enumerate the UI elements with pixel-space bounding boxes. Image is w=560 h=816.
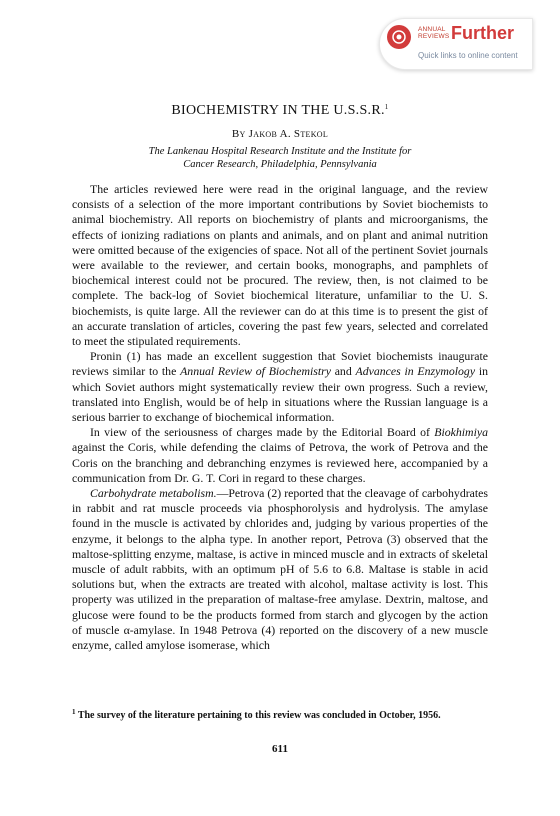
annual-reviews-logo-icon (387, 25, 411, 49)
badge-title[interactable]: Further (451, 23, 514, 43)
journal-title-annual-review: Annual Review of Biochemistry (180, 364, 331, 379)
article-author: By Jakob A. Stekol (231, 128, 329, 140)
journal-title-advances: Advances in Enzymology (355, 364, 476, 379)
badge-subtitle[interactable]: Quick links to online content (418, 51, 518, 60)
paragraph-4-text: —Petrova (2) reported that the cleavage of carbohydrates in rabbit and rat muscle proceeds via phosphorolysis and hydrolysis. The amylase found in the muscle is activated by chlorides and, judging by various properties of the enzyme, it belongs to the alpha type. In another report, Petrova (3) observed that the maltose-splitting enzyme, maltase, is active in minced muscle and in extracts of skeletal muscle of adult rabbits, with an optimum pH of 5.6 to 6.8. Maltase is stable in acid solutions but, when the extracts are treated with alcohol, maltase activity is lost. This property was utilized in the preparation of maltase-free amylase. Dextrin, maltose, and glucose were found to be the products formed from starch and glycogen by the action of muscle α-amylase. In 1948 Petrova (4) reported on the discovery of a new muscle enzyme, called amylose isomerase, which (72, 486, 488, 653)
paragraph-2-text-b: and (330, 364, 356, 379)
journal-title-biokhimiya: Biokhimiya (434, 425, 488, 440)
affiliation-line-2: Cancer Research, Philadelphia, Pennsylvania (183, 159, 377, 170)
paragraph-3 (72, 425, 488, 486)
section-heading-carbohydrate: Carbohydrate metabolism. (90, 486, 217, 501)
page-number: 611 (272, 743, 288, 755)
badge-brand-line1: ANNUAL (418, 26, 446, 33)
paragraph-1: The articles reviewed here were read in the original language, and the review consists of a selection of the more important contributions by Soviet biochemists to animal biochemistry. All reports on biochemistry of plants and microorganisms, the effects of ionizing radiations on plants and animals, and on plant and animal nutrition were omitted because of the exigencies of space. Not all of the pertinent Soviet journals were available to the reviewer, and certain books, monographs, and pamphlets of biochemical interest could not be procured. The review, then, is not claimed to be complete. The back-log of Soviet biochemical literature, unfamiliar to the U. S. biochemists, is quite large. All the reviewer can do at this time is to present the gist of an accurate translation of articles, covering the past few years, selected and correlated to meet the stipulated requirements. (72, 182, 488, 349)
footnote (72, 706, 488, 722)
paragraph-2-text-a: Pronin (1) has made an excellent suggestion that Soviet biochemists inaugurate reviews similar to the (72, 349, 488, 379)
affiliation-line-1: The Lankenau Hospital Research Institute and the Institute for (148, 146, 412, 157)
paragraph-2 (72, 349, 488, 425)
article-body (72, 182, 488, 653)
paragraph-2-text-c: in which Soviet authors might systematically review their own progress. Such a review, translated into English, would be of help in situations where the Russian language is a serious barrier to exchange of biochemical information. (72, 364, 488, 425)
badge-brand-line2: REVIEWS (418, 33, 450, 40)
article-title-text: BIOCHEMISTRY IN THE U.S.S.R. (171, 103, 385, 118)
article-title (0, 103, 560, 119)
further-links-badge[interactable] (379, 18, 533, 70)
title-footnote-mark[interactable]: 1 (384, 103, 389, 111)
footnote-text: The survey of the literature pertaining to this review was concluded in October, 1956. (77, 710, 441, 721)
paragraph-4 (72, 486, 488, 653)
footnote-mark: 1 (72, 708, 76, 716)
paragraph-3-text-a: In view of the seriousness of charges made by the Editorial Board of (90, 425, 435, 440)
paragraph-3-text-b: against the Coris, while defending the claims of Petrova, the work of Petrova and the Coris on the branching and debranching enzymes is reviewed here, accompanied by a communication from Dr. G. T. Cori in regard to these charges. (72, 440, 488, 485)
badge-brand (418, 26, 449, 40)
